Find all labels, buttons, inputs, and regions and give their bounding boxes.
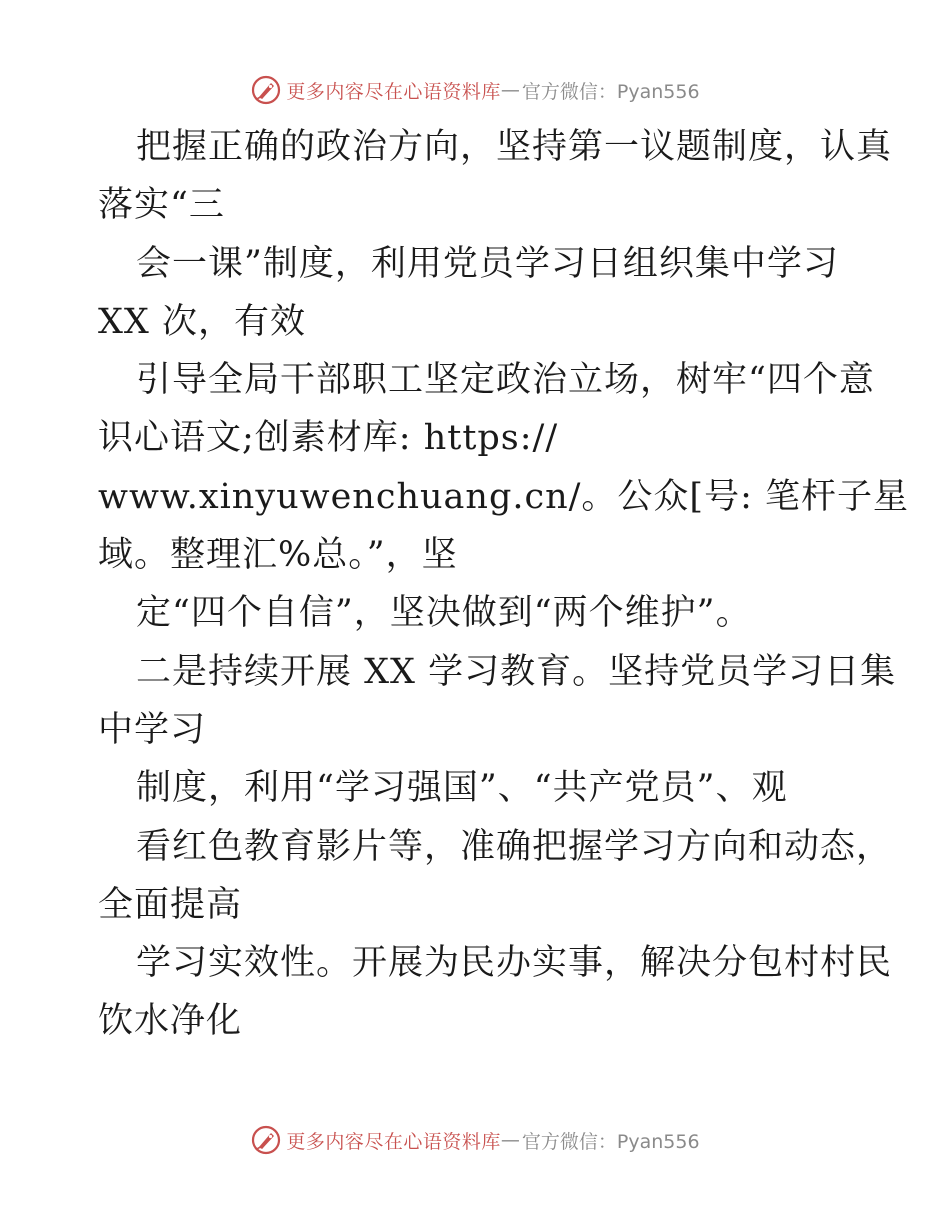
header-banner bbox=[0, 70, 950, 110]
text-line: XX 次，有效 bbox=[98, 301, 306, 342]
text-line: 二是持续开展 XX 学习教育。坚持党员学习日集 bbox=[136, 651, 897, 692]
text-line: 全面提高 bbox=[98, 884, 243, 925]
text-line: 把握正确的政治方向，坚持第一议题制度，认真 bbox=[136, 127, 893, 167]
header-wechat-text: 官方微信：Pyan556 bbox=[521, 80, 700, 103]
header-separator: — bbox=[500, 79, 520, 101]
footer-wechat-text: 官方微信：Pyan556 bbox=[521, 1130, 700, 1153]
document-body bbox=[98, 118, 909, 1051]
text-line: 制度，利用“学习强国”、“共产党员”、观 bbox=[136, 768, 788, 809]
text-line: 中学习 bbox=[98, 709, 207, 750]
text-line: 会一课”制度，利用党员学习日组织集中学习 bbox=[136, 243, 839, 284]
text-line: 引导全局干部职工坚定政治立场，树牢“四个意 bbox=[136, 360, 875, 401]
footer-banner bbox=[0, 1120, 950, 1160]
text-line: 饮水净化 bbox=[98, 1001, 243, 1042]
text-line: 识心语文;创素材库: https:// bbox=[98, 418, 559, 459]
header-site-text: 更多内容尽在心语资料库 bbox=[286, 80, 501, 103]
pen-nib-logo-icon bbox=[250, 1124, 282, 1156]
text-line: 域。整理汇%总。”，坚 bbox=[98, 535, 458, 576]
text-line: 看红色教育影片等，准确把握学习方向和动态， bbox=[136, 826, 893, 867]
footer-separator: — bbox=[500, 1129, 520, 1151]
text-line: 落实“三 bbox=[98, 185, 225, 226]
footer-site-text: 更多内容尽在心语资料库 bbox=[286, 1130, 501, 1153]
pen-nib-logo-icon bbox=[250, 74, 282, 106]
text-line: www.xinyuwenchuang.cn/。公众[号: 笔杆子星 bbox=[98, 476, 909, 517]
text-line: 学习实效性。开展为民办实事，解决分包村村民 bbox=[136, 943, 893, 984]
text-line: 定“四个自信”，坚决做到“两个维护”。 bbox=[136, 593, 752, 634]
